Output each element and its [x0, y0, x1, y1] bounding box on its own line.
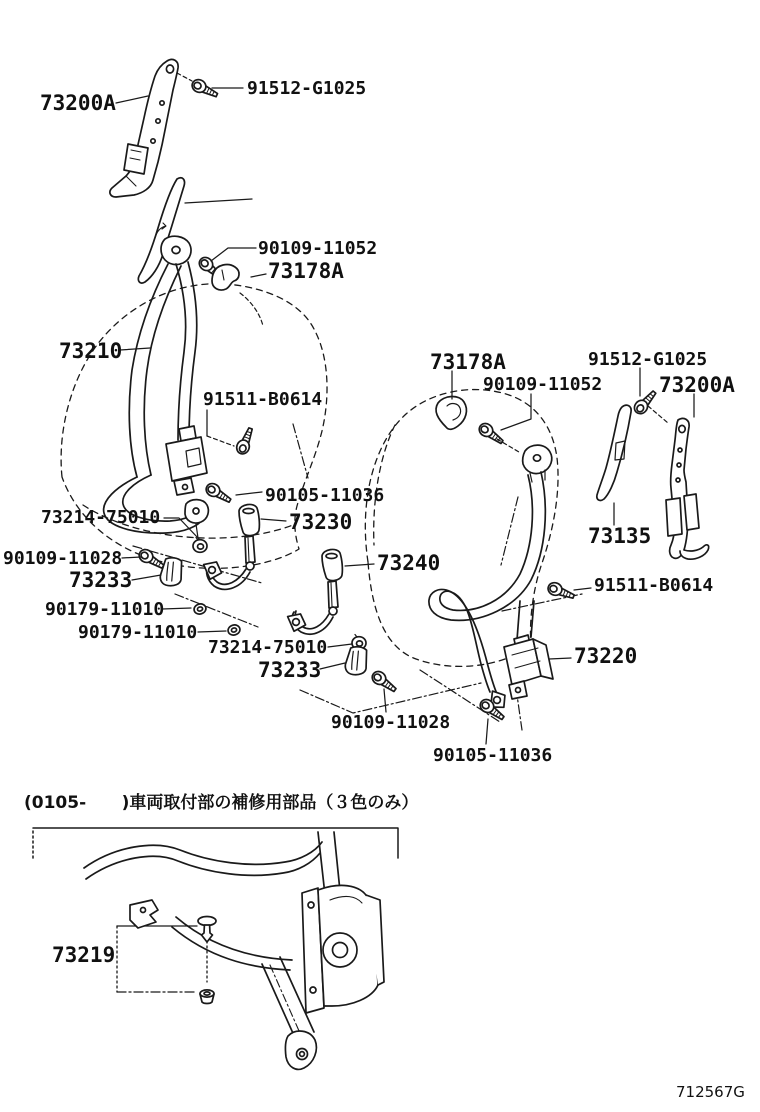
- anchor-eye-73240: [288, 612, 307, 632]
- part-label-91511-b0614-2: 91511-B0614: [594, 575, 714, 596]
- part-label-73233-2: 73233: [258, 658, 322, 682]
- part-label-90109-11052-2: 90109-11052: [483, 374, 603, 395]
- part-label-91512-g1025-2: 91512-G1025: [588, 349, 708, 370]
- nut-90179-11010-2: [227, 624, 241, 637]
- trim-73135: [597, 405, 631, 500]
- part-label-73178a-1: 73178A: [268, 259, 344, 283]
- anchor-eye-73230: [204, 560, 223, 580]
- strip-73200a-right: [666, 418, 709, 559]
- push-pin-73219: [198, 917, 216, 943]
- part-label-91512-g1025-1: 91512-G1025: [247, 78, 367, 99]
- part-label-73178a-2: 73178A: [430, 350, 506, 374]
- part-label-73230: 73230: [289, 510, 353, 534]
- part-label-90179-11010-1: 90179-11010: [45, 599, 165, 620]
- part-label-73220: 73220: [574, 644, 638, 668]
- part-label-73233-1: 73233: [69, 568, 133, 592]
- bolt-91511-b0614-left: [235, 426, 256, 456]
- part-label-73240: 73240: [377, 551, 441, 575]
- repair-section-note: (0105- )車両取付部の補修用部品（３色のみ）: [24, 793, 419, 813]
- strip-73200a-left: [110, 59, 178, 197]
- repair-section-art: [84, 832, 384, 1069]
- part-label-90109-11052-1: 90109-11052: [258, 238, 378, 259]
- grommet-73219: [200, 990, 214, 1004]
- belt-assembly-73220: [429, 445, 553, 699]
- part-label-90105-11036-2: 90105-11036: [433, 745, 553, 766]
- nut-90179-11010-1: [193, 603, 207, 616]
- cover-73233-right: [344, 645, 369, 676]
- part-label-90179-11010-2: 90179-11010: [78, 622, 198, 643]
- diagram-code: 712567G: [676, 1083, 745, 1101]
- part-label-73200a-1: 73200A: [40, 91, 116, 115]
- label-bracket-73219: [117, 926, 207, 992]
- sash-guide-73178a-right: [436, 396, 466, 429]
- part-label-73200a-2: 73200A: [659, 373, 735, 397]
- section-bracket: [33, 828, 398, 858]
- screw-91512-g1025-left: [190, 77, 220, 100]
- part-label-73214-75010-2: 73214-75010: [208, 637, 328, 658]
- bolt-90109-11052-right: [477, 421, 506, 447]
- cover-73178a-left: [212, 265, 239, 290]
- seat-outline-right: [365, 390, 558, 667]
- part-label-73210: 73210: [59, 339, 123, 363]
- cover-73233-left: [159, 556, 184, 587]
- belt-assembly-73210: [104, 236, 209, 538]
- part-label-91511-b0614-1: 91511-B0614: [203, 389, 323, 410]
- ring-73214-75010-left: [193, 538, 207, 553]
- part-label-73135: 73135: [588, 524, 652, 548]
- part-label-90109-11028-1: 90109-11028: [3, 548, 123, 569]
- part-label-73219: 73219: [52, 943, 116, 967]
- part-label-90105-11036-1: 90105-11036: [265, 485, 385, 506]
- part-label-90109-11028-2: 90109-11028: [331, 712, 451, 733]
- part-label-73214-75010-1: 73214-75010: [41, 507, 161, 528]
- bolt-90105-11036-left: [204, 481, 234, 505]
